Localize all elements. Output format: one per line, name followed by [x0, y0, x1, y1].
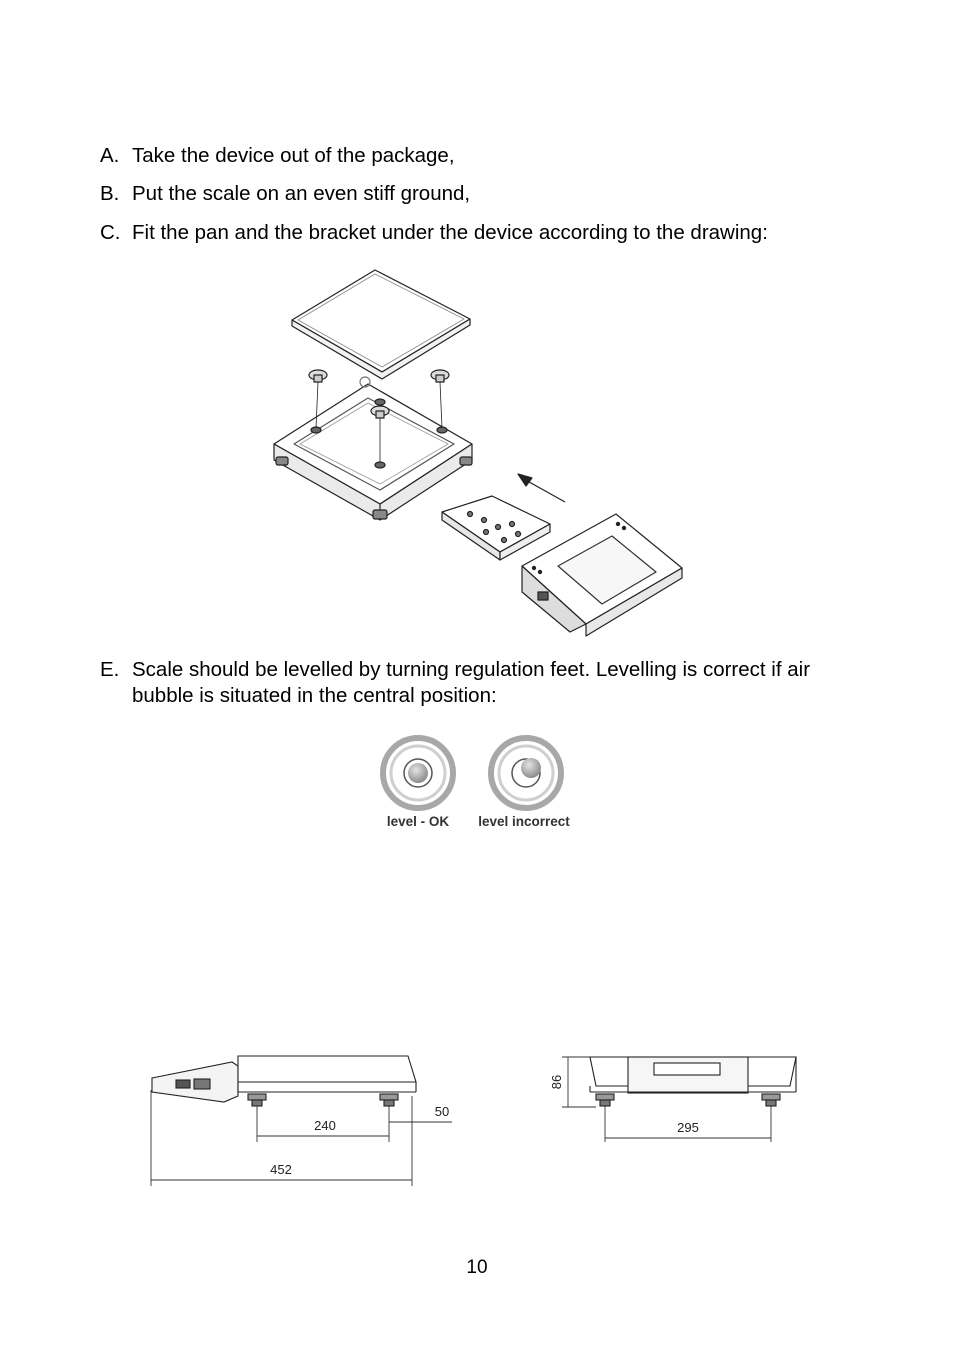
level-indicator-figure: [376, 728, 578, 834]
assembly-drawing: [260, 262, 690, 642]
level-ok-indicator: [383, 738, 453, 808]
dimension-86: 86: [549, 1074, 564, 1090]
display-bracket: [442, 496, 550, 560]
dimension-295: 295: [677, 1120, 699, 1135]
step-text: Scale should be levelled by turning regulation feet. Levelling is correct if air bubble is situated in the central position:: [132, 658, 811, 707]
step-letter: A.: [100, 144, 120, 167]
level-ok-label: level - OK: [386, 814, 450, 829]
step-e: [100, 657, 860, 709]
step-text: Put the scale on an even stiff ground,: [132, 182, 471, 205]
dimension-50: 50: [434, 1104, 450, 1119]
side-view-dimension-drawing: [140, 1050, 470, 1190]
dimension-240: 240: [314, 1118, 336, 1133]
weighing-pan: [292, 270, 470, 379]
step-text: Take the device out of the package,: [132, 144, 455, 167]
step-letter: E.: [100, 658, 120, 681]
step-b: [100, 181, 860, 207]
step-letter: B.: [100, 182, 120, 205]
pan-seat: [431, 370, 449, 428]
level-incorrect-indicator: [491, 738, 561, 808]
dimension-452: 452: [270, 1162, 292, 1177]
step-letter: C.: [100, 221, 121, 244]
step-a: [100, 143, 860, 169]
step-text: Fit the pan and the bracket under the device according to the drawing:: [132, 221, 768, 244]
scale-base: [274, 370, 472, 520]
step-c: [100, 220, 860, 246]
mounting-arrow-icon: [518, 474, 565, 502]
level-incorrect-label: level incorrect: [478, 814, 570, 829]
front-view-dimension-drawing: [548, 1050, 810, 1150]
page-number: 10: [466, 1257, 488, 1278]
